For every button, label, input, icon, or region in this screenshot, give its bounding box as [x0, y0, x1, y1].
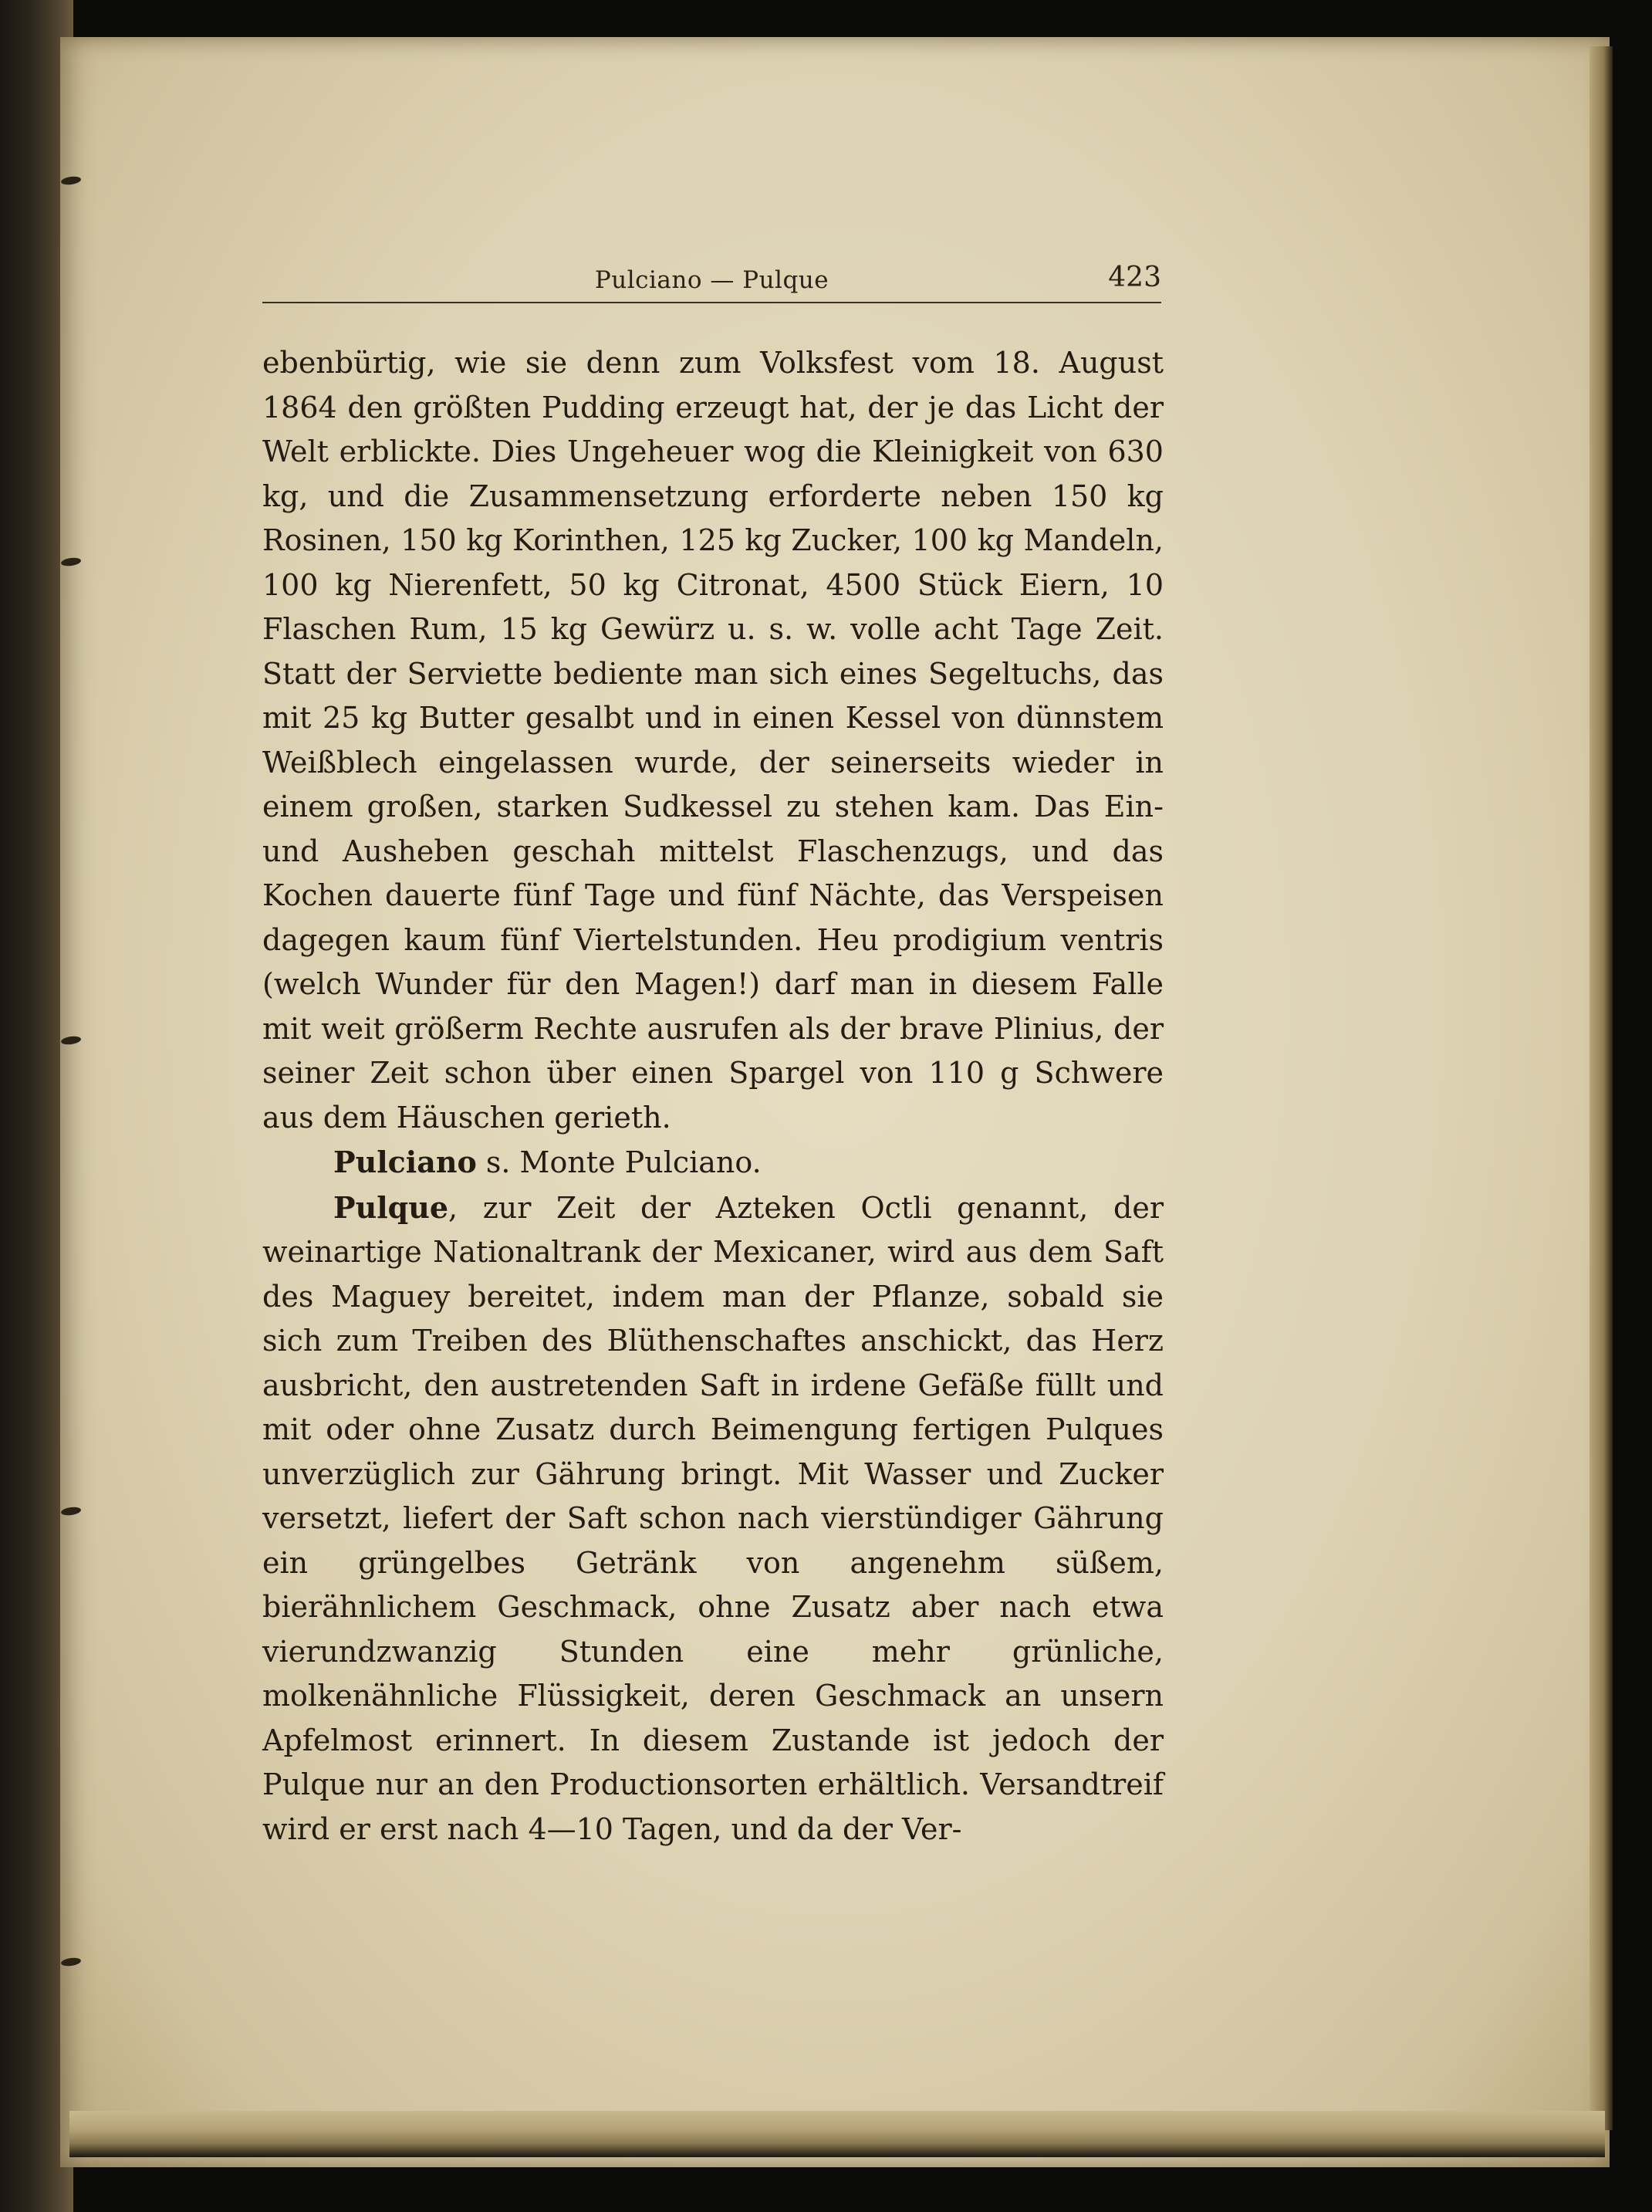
entry-text: s. Monte Pulciano.	[476, 1145, 762, 1179]
paragraph: ebenbürtig, wie sie denn zum Volksfest vom 18. August 1864 den größten Pudding erzeugt hat, der je das Licht der Welt erblickte. Dies Ungeheuer wog die Kleinigkeit von 630 kg, und die Zusammensetzung erforderte neben 150 kg Rosinen, 150 kg Korinthen, 125 kg Zucker, 100 kg Mandeln, 100 kg Nierenfett, 50 kg Citronat, 4500 Stück Eiern, 10 Flaschen Rum, 15 kg Gewürz u. s. w. volle acht Tage Zeit. Statt der Serviette bediente man sich eines Segeltuchs, das mit 25 kg Butter gesalbt und in einen Kessel von dünnstem Weißblech eingelassen wurde, der seinerseits wieder in einem großen, starken Sudkessel zu stehen kam. Das Ein- und Ausheben geschah mittelst Flaschenzugs, und das Kochen dauerte fünf Tage und fünf Nächte, das Verspeisen dagegen kaum fünf Viertelstunden. Heu prodigium ventris (welch Wunder für den Magen!) darf man in diesem Falle mit weit größerm Rechte ausrufen als der brave Plinius, der seiner Zeit schon über einen Spargel von 110 g Schwere aus dem Häuschen gerieth.	[262, 346, 1164, 1135]
headword: Pulque	[333, 1189, 449, 1225]
binding-stitch	[54, 1502, 88, 1520]
entry-text: , zur Zeit der Azteken Octli genannt, der weinartige Nationaltrank der Mexicaner, wird aus dem Saft des Maguey bereitet, indem man der Pflanze, sobald sie sich zum Treiben des Blüthenschaftes anschickt, das Herz ausbricht, den austretenden Saft in irdene Gefäße füllt und mit oder ohne Zusatz durch Beimengung fertigen Pulques unverzüglich zur Gährung bringt. Mit Wasser und Zucker versetzt, liefert der Saft schon nach vierstündiger Gährung ein grüngelbes Getränk von angenehm süßem, bierähnlichem Geschmack, ohne Zusatz aber nach etwa vierundzwanzig Stunden eine mehr grünliche, molkenähnliche Flüssigkeit, deren Geschmack an unsern Apfelmost erinnert. In diesem Zustande ist jedoch der Pulque nur an den Productionsorten erhältlich. Versandtreif wird er erst nach 4—10 Tagen, und da der Ver-	[262, 1190, 1164, 1846]
binding-stitch	[54, 171, 88, 190]
dictionary-entry-pulciano	[262, 1140, 1164, 1185]
page-header	[262, 257, 1161, 303]
headword: Pulciano	[333, 1145, 477, 1179]
page-number: 423	[1108, 262, 1161, 293]
running-head: Pulciano — Pulque	[594, 266, 829, 294]
binding-stitch	[54, 1031, 88, 1050]
dictionary-entry-pulque	[262, 1185, 1164, 1852]
binding-stitch	[54, 1953, 88, 1971]
page-bottom-edge	[69, 2111, 1605, 2157]
page-edge	[1590, 46, 1613, 2130]
binding-stitch	[54, 553, 88, 571]
body-text	[262, 341, 1164, 1852]
